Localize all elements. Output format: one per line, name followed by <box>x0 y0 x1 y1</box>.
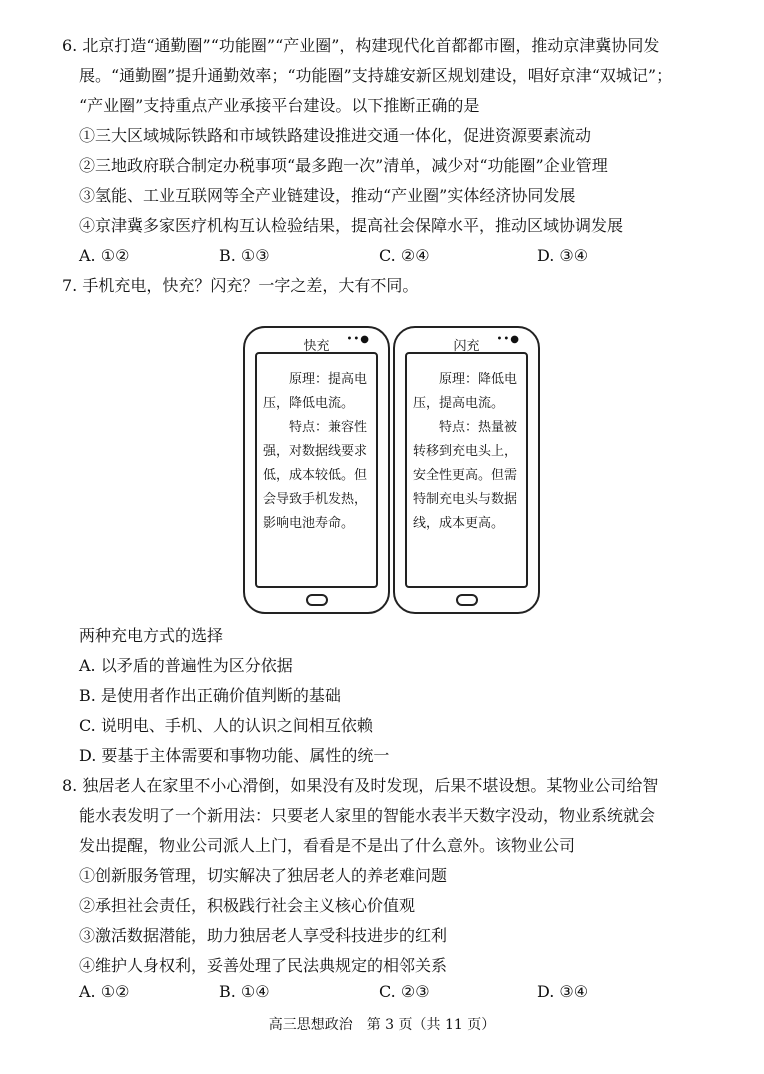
q7-question: 两种充电方式的选择 <box>79 626 224 645</box>
camera-dots-icon: ••● <box>496 334 520 345</box>
phone-fast-charge <box>243 326 390 614</box>
q7-option-a: A. 以矛盾的普遍性为区分依据 <box>79 656 293 675</box>
phone-title: 闪充 <box>453 339 480 354</box>
feature-text: 特点：热量被转移到充电头上，安全性更高。但需特制充电头与数据线，成本更高。 <box>413 420 518 531</box>
q6-item-3: ③氢能、工业互联网等全产业链建设，推动“产业圈”实体经济协同发展 <box>79 186 576 205</box>
q6-item-1: ①三大区域城际铁路和市域铁路建设推进交通一体化，促进资源要素流动 <box>79 126 592 145</box>
q6-option-c: C. ②④ <box>379 246 430 265</box>
feature-text: 特点：兼容性强，对数据线要求低，成本较低。但会导致手机发热，影响电池寿命。 <box>263 420 368 531</box>
q6-stem-line-1: 6. 北京打造“通勤圈”“功能圈”“产业圈”，构建现代化首都都市圈，推动京津冀协同发 <box>62 36 660 55</box>
q8-stem-line-3: 发出提醒，物业公司派人上门，看看是不是出了什么意外。该物业公司 <box>79 836 576 855</box>
q6-option-b: B. ①③ <box>219 246 270 265</box>
q6-stem-line-2: 展。“通勤圈”提升通勤效率；“功能圈”支持雄安新区规划建设，唱好京津“双城记”； <box>79 66 673 85</box>
q8-item-1: ①创新服务管理，切实解决了独居老人的养老难问题 <box>79 866 448 885</box>
q7-option-d: D. 要基于主体需要和事物功能、属性的统一 <box>79 746 390 765</box>
q6-item-2: ②三地政府联合制定办税事项“最多跑一次”清单，减少对“功能圈”企业管理 <box>79 156 608 175</box>
phone-screen <box>405 352 528 588</box>
q6-stem-line-3: “产业圈”支持重点产业承接平台建设。以下推断正确的是 <box>79 96 480 115</box>
home-button-icon <box>456 594 478 606</box>
phone-flash-charge <box>393 326 540 614</box>
camera-dots-icon: ••● <box>346 334 370 345</box>
q8-stem-line-1: 8. 独居老人在家里不小心滑倒，如果没有及时发现，后果不堪设想。某物业公司给智 <box>62 776 659 795</box>
q8-item-2: ②承担社会责任，积极践行社会主义核心价值观 <box>79 896 416 915</box>
q8-option-d: D. ③④ <box>537 982 589 1001</box>
home-button-icon <box>306 594 328 606</box>
phone-screen <box>255 352 378 588</box>
principle-text: 原理：降低电压，提高电流。 <box>413 372 518 411</box>
q7-option-c: C. 说明电、手机、人的认识之间相互依赖 <box>79 716 373 735</box>
q6-option-a: A. ①② <box>79 246 130 265</box>
principle-text: 原理：提高电压，降低电流。 <box>263 372 368 411</box>
q8-item-3: ③激活数据潜能，助力独居老人享受科技进步的红利 <box>79 926 448 945</box>
q8-option-a: A. ①② <box>79 982 130 1001</box>
q6-option-d: D. ③④ <box>537 246 589 265</box>
q7-stem: 7. 手机充电，快充？闪充？一字之差，大有不同。 <box>62 276 419 295</box>
page-footer: 高三思想政治 第 3 页（共 11 页） <box>268 1017 496 1033</box>
q8-option-c: C. ②③ <box>379 982 430 1001</box>
q8-option-b: B. ①④ <box>219 982 270 1001</box>
q8-stem-line-2: 能水表发明了一个新用法：只要老人家里的智能水表半天数字没动，物业系统就会 <box>79 806 656 825</box>
q7-option-b: B. 是使用者作出正确价值判断的基础 <box>79 686 341 705</box>
q6-item-4: ④京津冀多家医疗机构互认检验结果，提高社会保障水平，推动区域协调发展 <box>79 216 624 235</box>
q8-item-4: ④维护人身权利，妥善处理了民法典规定的相邻关系 <box>79 956 448 975</box>
phone-title: 快充 <box>303 339 330 354</box>
